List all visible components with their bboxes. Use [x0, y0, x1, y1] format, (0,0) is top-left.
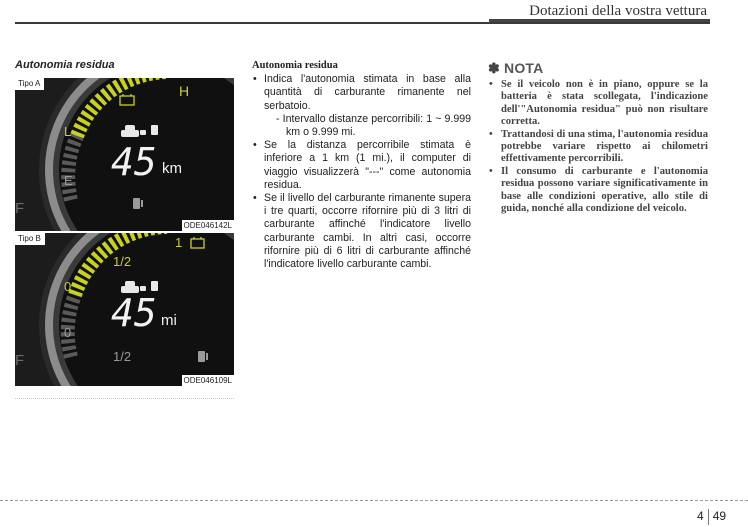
fuel-gauge-mi-graphic — [15, 233, 234, 386]
range-value: 45 — [111, 140, 157, 184]
gauge-label-f: F — [15, 200, 25, 217]
gauge-label-top: 1 — [175, 235, 183, 250]
description-item: • Se la distanza percorribile stimata è inferiore a 1 km (1 mi.), il computer di viaggio visualizzerà "---" come autonomia residua. — [252, 139, 471, 192]
description-list — [252, 73, 471, 271]
page-number-value: 49 — [712, 509, 727, 524]
description-item — [252, 73, 471, 139]
header-rule — [15, 22, 710, 24]
page-number — [697, 509, 726, 525]
gauge-label-l: L — [64, 124, 72, 139]
note-icon: ✽ — [488, 60, 500, 76]
gauge-label-zero-low: 0 — [64, 325, 72, 340]
gauge-label-half-top: 1/2 — [113, 254, 132, 269]
description-heading: Autonomia residua — [252, 60, 338, 71]
tipo-a-label: Tipo A — [15, 78, 44, 90]
page-separator — [708, 509, 709, 525]
range-unit: km — [162, 160, 182, 177]
chapter-number: 4 — [697, 509, 704, 524]
range-value: 45 — [111, 291, 157, 335]
figure-divider — [15, 398, 234, 399]
note-column — [488, 60, 708, 215]
gauge-label-zero: 0 — [64, 279, 72, 294]
gauge-label-e: E — [64, 173, 73, 188]
gauge-image-tipo-a — [15, 78, 234, 231]
figure-code-a: ODE046142L — [183, 221, 232, 230]
description-text: Indica l'autonomia stimata in base alla quantità di carburante rimanente nel serbatoio. — [264, 73, 471, 112]
description-item: • Se il livello del carburante rimanente supera i tre quarti, occorre rifornire più di 3 litri di carburante affinché l'indicatore livello carburante cambi. In altri casi, occorre rifornire più di 6 litri di carburante affinché l'indicatore livello carburante cambi. — [252, 192, 471, 271]
figure-code-b: ODE046109L — [183, 376, 232, 385]
range-unit: mi — [161, 312, 177, 329]
note-item: • Il consumo di carburante e l'autonomia residua possono variare significativamente in base alle condizioni operative, allo stile di guida, nonché alla condizione del veicolo. — [488, 166, 708, 216]
fuel-gauge-km-graphic — [15, 78, 234, 231]
gauge-label-f: F — [15, 352, 25, 369]
note-title-text: NOTA — [504, 60, 544, 76]
gauge-image-tipo-b — [15, 233, 234, 386]
note-item: • Se il veicolo non è in piano, oppure se la batteria è stata scollegata, l'indicazione dell'"Autonomia residua" può non risultare corretta. — [488, 79, 708, 129]
gauge-label-h: H — [179, 83, 190, 99]
note-item: • Trattandosi di una stima, l'autonomia residua potrebbe variare rispetto ai chilometri effettivamente percorribili. — [488, 129, 708, 166]
header-title: Dotazioni della vostra vettura — [529, 3, 707, 19]
section-title: Autonomia residua — [15, 59, 115, 71]
description-subitem: - Intervallo distanze percorribili: 1 ~ 9.999 km o 9.999 mi. — [276, 112, 471, 139]
footer-rule — [0, 500, 748, 501]
note-list — [488, 79, 708, 215]
tipo-b-label: Tipo B — [15, 233, 45, 245]
gauge-label-half-bottom: 1/2 — [113, 349, 132, 364]
note-title — [488, 60, 708, 77]
description-column — [252, 59, 471, 271]
